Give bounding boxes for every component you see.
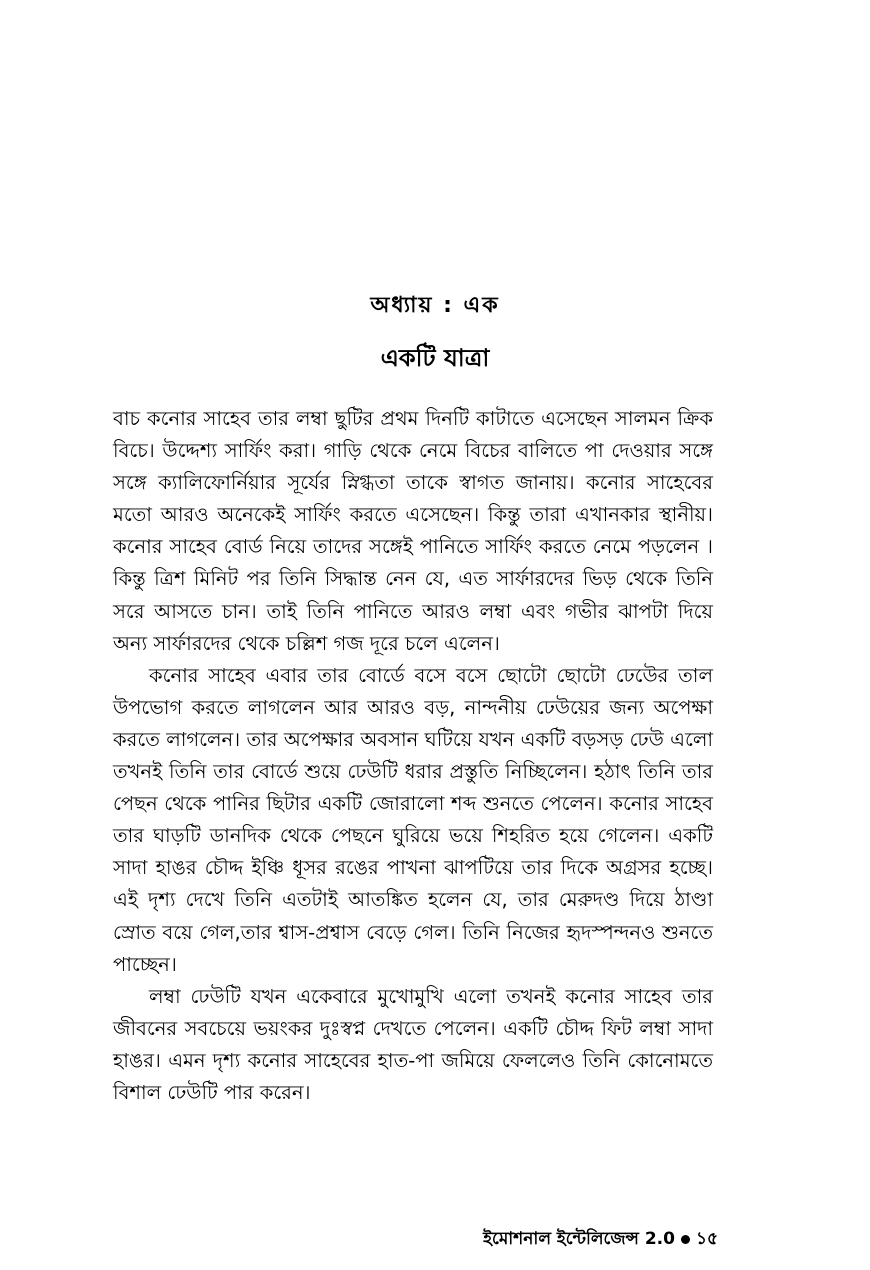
- page-number: ১৫: [695, 1229, 718, 1249]
- bullet-separator-icon: [681, 1235, 690, 1244]
- paragraph: লম্বা ঢেউটি যখন একেবারে মুখোমুখি এলো তখনই কনোর সাহেব তার জীবনের সবচেয়ে ভয়ংকর দুঃস্বপ্ন দেখতে পেলেন। একটি চৌদ্দ ফিট লম্বা সাদা হাঙর। এমন দৃশ্য কনোর সাহেবের হাত-পা জমিয়ে ফেললেও তিনি কোনোমতে বিশাল ঢেউটি পার করেন।: [113, 984, 713, 1104]
- paragraph: কনোর সাহেব এবার তার বোর্ডে বসে বসে ছোটো ছোটো ঢেউের তাল উপভোগ করতে লাগলেন আর আরও বড়, নান্দনীয় ঢেউয়ের জন্য অপেক্ষা করতে লাগলেন। তার অপেক্ষার অবসান ঘটিয়ে যখন একটি বড়সড় ঢেউ এলো তখনই তিনি তার বোর্ডে শুয়ে ঢেউটি ধরার প্রস্তুতি নিচ্ছিলেন। হঠাৎ তিনি তার পেছন থেকে পানির ছিটার একটি জোরালো শব্দ শুনতে পেলেন। কনোর সাহেব তার ঘাড়টি ডানদিক থেকে পেছনে ঘুরিয়ে ভয়ে শিহরিত হয়ে গেলেন। একটি সাদা হাঙর চৌদ্দ ইঞ্চি ধূসর রঙের পাখনা ঝাপটিয়ে তার দিকে অগ্রসর হচ্ছে। এই দৃশ্য দেখে তিনি এতটাই আতঙ্কিত হলেন যে, তার মেরুদণ্ড দিয়ে ঠাণ্ডা স্রোত বয়ে গেল,তার শ্বাস-প্রশ্বাস বেড়ে গেল। তিনি নিজের হৃদস্পন্দনও শুনতে পাচ্ছেন।: [113, 663, 713, 976]
- paragraph: বাচ কনোর সাহেব তার লম্বা ছুটির প্রথম দিনটি কাটাতে এসেছেন সালমন ক্রিক বিচে। উদ্দেশ্য সার্ফিং করা। গাড়ি থেকে নেমে বিচের বালিতে পা দেওয়ার সঙ্গে সঙ্গে ক্যালিফোর্নিয়ার সূর্যের স্নিগ্ধতা তাকে স্বাগত জানায়। কনোর সাহেবের মতো আরও অনেকেই সার্ফিং করতে এসেছেন। কিন্তু তারা এখানকার স্থানীয়। কনোর সাহেব বোর্ড নিয়ে তাদের সঙ্গেই পানিতে সার্ফিং করতে নেমে পড়লেন । কিন্তু ত্রিশ মিনিট পর তিনি সিদ্ধান্ত নেন যে, এত সার্ফারদের ভিড় থেকে তিনি সরে আসতে চান। তাই তিনি পানিতে আরও লম্বা এবং গভীর ঝাপটা দিয়ে অন্য সার্ফারদের থেকে চল্লিশ গজ দূরে চলে এলেন।: [113, 407, 713, 655]
- page-footer: [483, 1226, 718, 1254]
- body-text: [113, 403, 713, 1109]
- chapter-title: একটি যাত্রা: [380, 344, 490, 372]
- chapter-label: অধ্যায় : এক: [370, 293, 500, 318]
- running-title: ইমোশনাল ইন্টেলিজেন্স 2.0: [483, 1229, 675, 1249]
